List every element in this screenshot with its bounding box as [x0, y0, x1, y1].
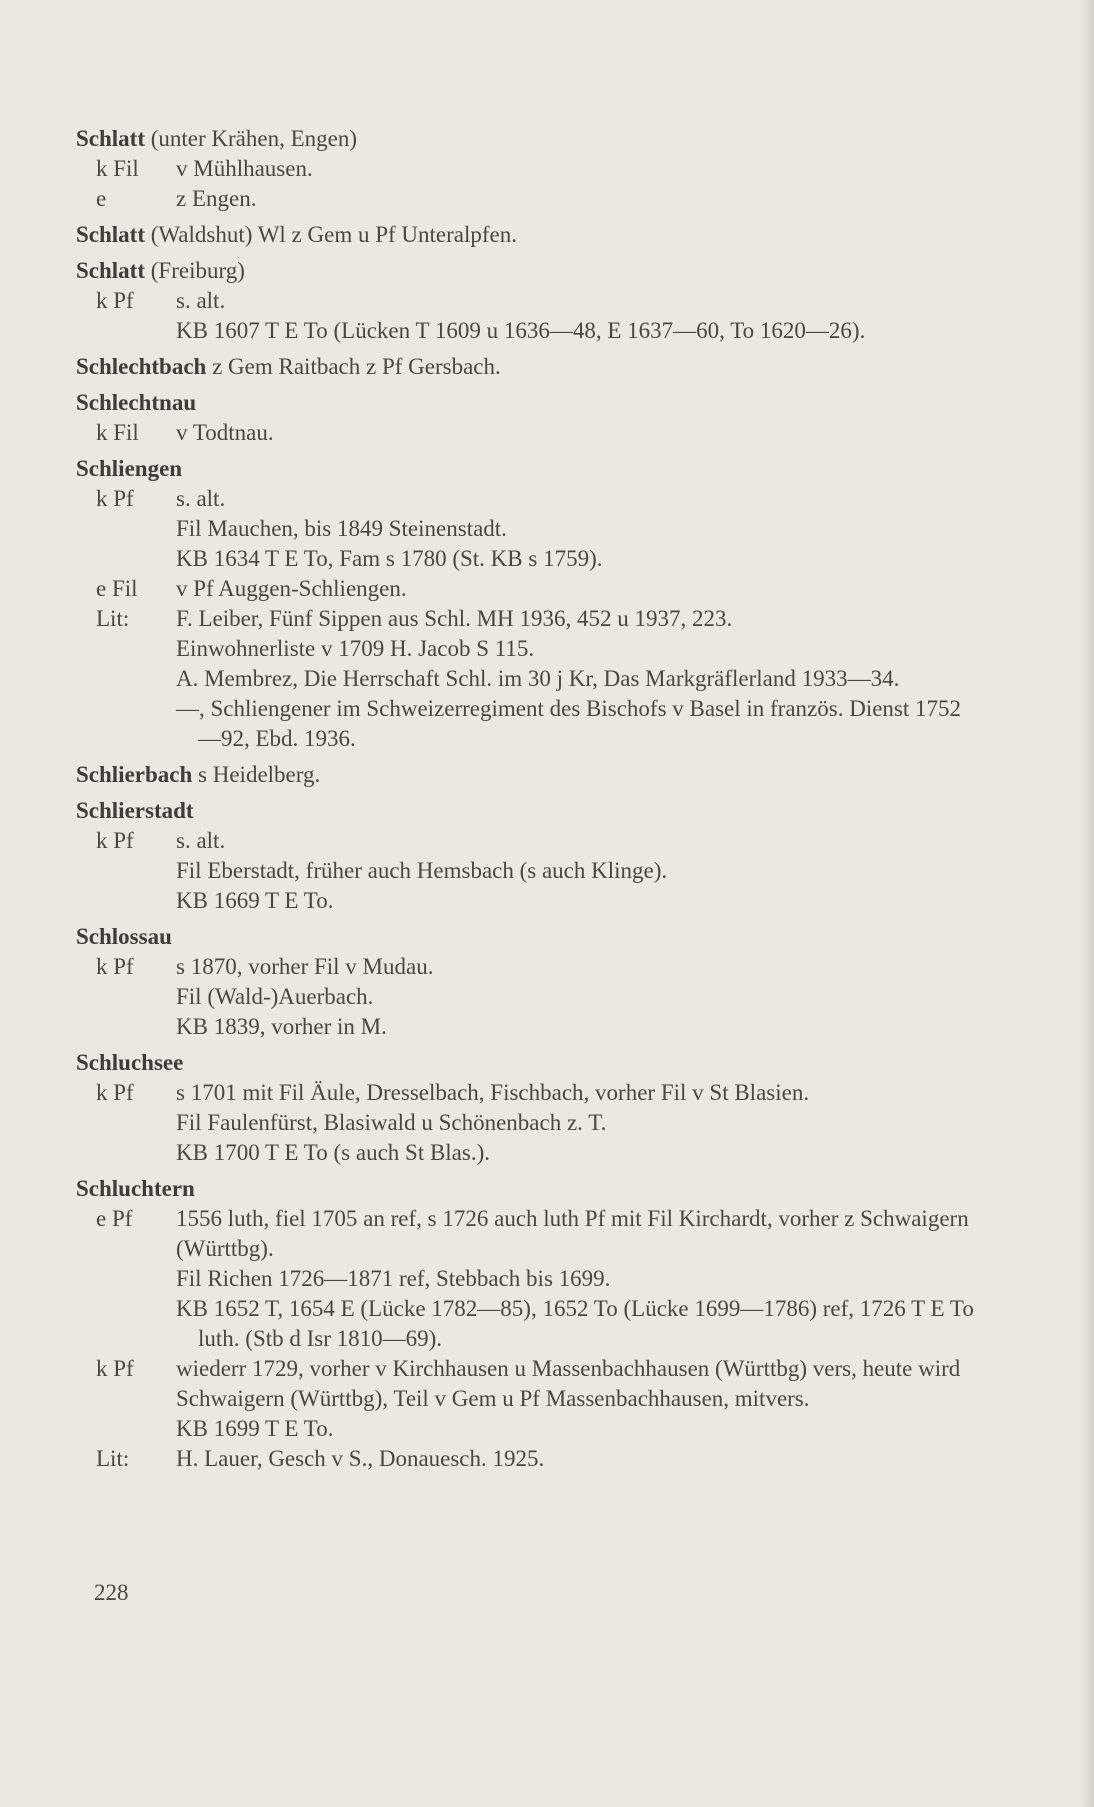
- entry-row: [96, 1078, 976, 1108]
- entry-text: v Todtnau.: [176, 420, 274, 445]
- entry-detail: Fil Faulenfürst, Blasiwald u Schönenbach z. T.: [176, 1110, 607, 1135]
- entry-label: k Pf: [96, 1080, 134, 1105]
- page-edge-shadow: [1080, 0, 1094, 1807]
- entry-detail: A. Membrez, Die Herrschaft Schl. im 30 j Kr, Das Markgräflerland 1933—34.: [176, 666, 900, 691]
- entry-text: s. alt.: [176, 828, 226, 853]
- entry-heading: [76, 1048, 976, 1078]
- entry-row: [96, 1354, 976, 1414]
- entry-headword: Schlatt: [76, 222, 145, 247]
- entry-row: [96, 484, 976, 514]
- entry-headword: Schlossau: [76, 924, 172, 949]
- entry-label: k Pf: [96, 288, 134, 313]
- entry: [76, 352, 976, 382]
- gazetteer-entries: [76, 124, 976, 1480]
- entry-text: s 1701 mit Fil Äule, Dresselbach, Fischbach, vorher Fil v St Blasien.: [176, 1080, 810, 1105]
- entry-heading: [76, 454, 976, 484]
- entry-headword: Schlechtnau: [76, 390, 197, 415]
- entry-detail: Fil (Wald-)Auerbach.: [176, 984, 374, 1009]
- entry-label: k Pf: [96, 954, 134, 979]
- entry-detail: KB 1839, vorher in M.: [176, 1014, 387, 1039]
- entry-text: s 1870, vorher Fil v Mudau.: [176, 954, 434, 979]
- entry-detail: KB 1699 T E To.: [176, 1416, 334, 1441]
- entry-detail: Fil Mauchen, bis 1849 Steinenstadt.: [176, 516, 507, 541]
- entry-text: H. Lauer, Gesch v S., Donauesch. 1925.: [176, 1446, 545, 1471]
- entry-label: e: [96, 186, 107, 211]
- entry-heading-rest: (Freiburg): [145, 258, 245, 283]
- entry-label: e Pf: [96, 1206, 133, 1231]
- entry-headword: Schlierstadt: [76, 798, 194, 823]
- entry-row: [96, 1204, 976, 1264]
- entry-heading: [76, 352, 976, 382]
- entry-detail: KB 1652 T, 1654 E (Lücke 1782—85), 1652 To (Lücke 1699—1786) ref, 1726 T E To luth. (Stb d Isr 1810—69).: [176, 1296, 974, 1351]
- entry-detail: Fil Eberstadt, früher auch Hemsbach (s auch Klinge).: [176, 858, 668, 883]
- entry-headword: Schlatt: [76, 258, 145, 283]
- entry-detail: Einwohnerliste v 1709 H. Jacob S 115.: [176, 636, 535, 661]
- entry-label: Lit:: [96, 1446, 130, 1471]
- entry-headword: Schliengen: [76, 456, 183, 481]
- entry-row: [96, 154, 976, 184]
- entry-heading: [76, 220, 976, 250]
- entry-heading: [76, 796, 976, 826]
- entry-headword: Schluchtern: [76, 1176, 195, 1201]
- entry-detail: KB 1669 T E To.: [176, 888, 334, 913]
- entry-headword: Schlechtbach: [76, 354, 207, 379]
- entry-detail: KB 1607 T E To (Lücken T 1609 u 1636—48, E 1637—60, To 1620—26).: [176, 318, 866, 343]
- entry-detail: KB 1700 T E To (s auch St Blas.).: [176, 1140, 491, 1165]
- entry-heading-rest: (Waldshut) Wl z Gem u Pf Unteralpfen.: [145, 222, 518, 247]
- entry-headword: Schlierbach: [76, 762, 193, 787]
- entry-row: [96, 826, 976, 856]
- entry-heading: [76, 760, 976, 790]
- entry-text: s. alt.: [176, 486, 226, 511]
- entry-heading-rest: s Heidelberg.: [192, 762, 321, 787]
- entry: [76, 1048, 976, 1168]
- entry-row: [96, 1444, 976, 1474]
- entry-heading-rest: (unter Krähen, Engen): [145, 126, 358, 151]
- entry-text: wiederr 1729, vorher v Kirchhausen u Massenbachhausen (Württbg) vers, heute wird Schwaigern (Württbg), Teil v Gem u Pf Massenbachhausen, mitvers.: [176, 1356, 961, 1411]
- entry-text: F. Leiber, Fünf Sippen aus Schl. MH 1936, 452 u 1937, 223.: [176, 606, 733, 631]
- entry: [76, 256, 976, 346]
- entry-headword: Schlatt: [76, 126, 145, 151]
- entry: [76, 1174, 976, 1474]
- entry-label: k Pf: [96, 486, 134, 511]
- entry-label: e Fil: [96, 576, 138, 601]
- entry-row: [96, 286, 976, 316]
- entry-text: 1556 luth, fiel 1705 an ref, s 1726 auch luth Pf mit Fil Kirchardt, vorher z Schwaigern (Württbg).: [176, 1206, 969, 1261]
- entry-detail: KB 1634 T E To, Fam s 1780 (St. KB s 1759).: [176, 546, 603, 571]
- entry-detail: —, Schliengener im Schweizerregiment des Bischofs v Basel in französ. Dienst 1752—92, Ebd. 1936.: [176, 696, 962, 751]
- entry-text: v Mühlhausen.: [176, 156, 313, 181]
- entry-label: k Fil: [96, 156, 139, 181]
- entry: [76, 388, 976, 448]
- entry: [76, 760, 976, 790]
- entry-heading-rest: z Gem Raitbach z Pf Gersbach.: [206, 354, 501, 379]
- entry-row: [96, 184, 976, 214]
- entry-heading: [76, 256, 976, 286]
- entry-detail: Fil Richen 1726—1871 ref, Stebbach bis 1699.: [176, 1266, 611, 1291]
- entry-row: [96, 574, 976, 604]
- entry-label: k Pf: [96, 1356, 134, 1381]
- entry-heading: [76, 922, 976, 952]
- entry: [76, 454, 976, 754]
- entry-headword: Schluchsee: [76, 1050, 184, 1075]
- entry-text: z Engen.: [176, 186, 257, 211]
- entry-text: s. alt.: [176, 288, 226, 313]
- entry-heading: [76, 124, 976, 154]
- entry-label: k Fil: [96, 420, 139, 445]
- entry-heading: [76, 1174, 976, 1204]
- entry: [76, 220, 976, 250]
- entry-row: [96, 952, 976, 982]
- entry-row: [96, 604, 976, 634]
- entry-label: Lit:: [96, 606, 130, 631]
- entry-text: v Pf Auggen-Schliengen.: [176, 576, 407, 601]
- page-number: 228: [94, 1580, 129, 1605]
- entry-label: k Pf: [96, 828, 134, 853]
- entry: [76, 124, 976, 214]
- entry: [76, 922, 976, 1042]
- entry-row: [96, 418, 976, 448]
- entry: [76, 796, 976, 916]
- entry-heading: [76, 388, 976, 418]
